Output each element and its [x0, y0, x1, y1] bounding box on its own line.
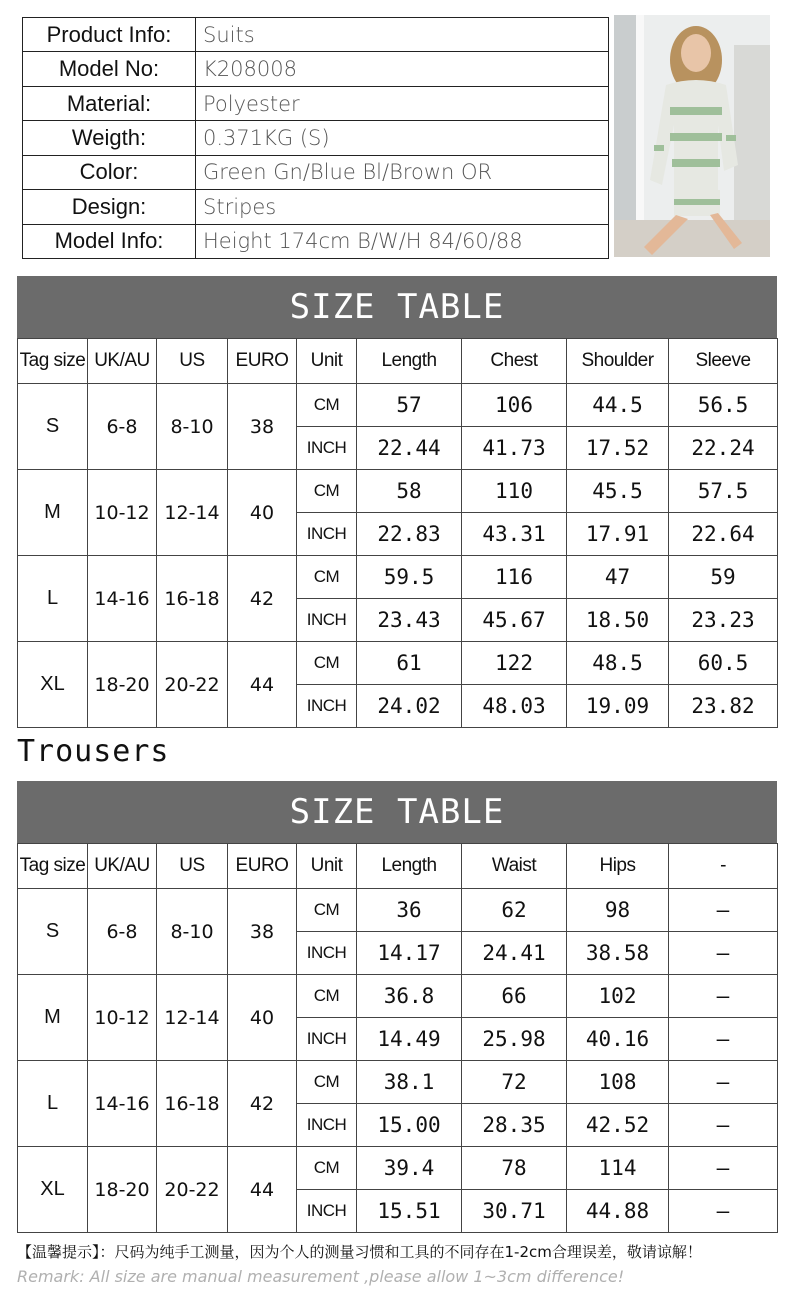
- bottom-size-tag-size: S: [18, 889, 88, 975]
- product-info-value: Polyester: [196, 86, 609, 120]
- bottom-size-euro-size: 44: [228, 1147, 297, 1233]
- bottom-size-header-cell: EURO: [228, 844, 297, 889]
- product-info-value: Stripes: [196, 190, 609, 224]
- product-info-row: [23, 190, 609, 224]
- bottom-size-header-cell: Waist: [462, 844, 567, 889]
- top-size-euro-size: 38: [228, 384, 297, 470]
- model-photo: [614, 15, 770, 257]
- top-size-cm-value: 44.5: [567, 384, 669, 427]
- top-size-unit-inch: INCH: [297, 599, 357, 642]
- model-photo-image: [614, 15, 770, 257]
- top-size-cm-value: 106: [462, 384, 567, 427]
- top-size-unit-cm: CM: [297, 556, 357, 599]
- product-info-key: Product Info:: [23, 18, 196, 52]
- top-size-uk-au-size: 6-8: [88, 384, 157, 470]
- top-size-unit-inch: INCH: [297, 685, 357, 728]
- top-size-inch-value: 18.50: [567, 599, 669, 642]
- bottom-size-inch-value: 44.88: [567, 1190, 669, 1233]
- top-size-cm-value: 45.5: [567, 470, 669, 513]
- top-size-header-cell: Sleeve: [669, 339, 778, 384]
- size-note-chinese: 【温馨提示】：尺码为纯手工测量，因为个人的测量习惯和工具的不同存在1-2cm合理误差，敬请谅解！: [17, 1243, 702, 1261]
- top-size-unit-cm: CM: [297, 384, 357, 427]
- product-info-row: [23, 52, 609, 86]
- bottom-size-unit-cm: CM: [297, 889, 357, 932]
- bottom-size-unit-inch: INCH: [297, 1190, 357, 1233]
- top-size-inch-value: 23.43: [357, 599, 462, 642]
- product-info-key: Color:: [23, 155, 196, 189]
- product-info-key: Material:: [23, 86, 196, 120]
- top-size-inch-value: 22.64: [669, 513, 778, 556]
- top-size-table-header: [18, 339, 778, 384]
- bottom-size-unit-cm: CM: [297, 1147, 357, 1190]
- bottom-size-inch-value: 24.41: [462, 932, 567, 975]
- bottom-size-unit-inch: INCH: [297, 1104, 357, 1147]
- product-info-row: [23, 121, 609, 155]
- bottom-size-cm-value: —: [669, 889, 778, 932]
- top-size-cm-value: 48.5: [567, 642, 669, 685]
- top-size-us-size: 20-22: [157, 642, 228, 728]
- top-size-cm-value: 57: [357, 384, 462, 427]
- bottom-size-inch-value: 30.71: [462, 1190, 567, 1233]
- top-size-cm-value: 58: [357, 470, 462, 513]
- bottom-size-uk-au-size: 14-16: [88, 1061, 157, 1147]
- bottom-size-cm-value: 102: [567, 975, 669, 1018]
- bottom-size-tag-size: XL: [18, 1147, 88, 1233]
- bottom-size-inch-value: 15.51: [357, 1190, 462, 1233]
- top-size-uk-au-size: 10-12: [88, 470, 157, 556]
- top-size-euro-size: 40: [228, 470, 297, 556]
- bottom-size-cm-value: 62: [462, 889, 567, 932]
- top-size-inch-value: 22.44: [357, 427, 462, 470]
- top-size-header-cell: Tag size: [18, 339, 88, 384]
- top-size-row-cm: [18, 556, 778, 599]
- bottom-size-cm-value: —: [669, 1061, 778, 1104]
- product-info-body: [23, 18, 609, 259]
- top-size-inch-value: 23.82: [669, 685, 778, 728]
- top-size-inch-value: 48.03: [462, 685, 567, 728]
- bottom-size-inch-value: 40.16: [567, 1018, 669, 1061]
- top-size-cm-value: 59.5: [357, 556, 462, 599]
- product-info-row: [23, 224, 609, 258]
- top-size-uk-au-size: 14-16: [88, 556, 157, 642]
- top-size-tag-size: L: [18, 556, 88, 642]
- top-size-us-size: 16-18: [157, 556, 228, 642]
- bottom-size-us-size: 20-22: [157, 1147, 228, 1233]
- bottom-size-table: [17, 843, 778, 1233]
- bottom-size-table-header: [18, 844, 778, 889]
- top-size-cm-value: 47: [567, 556, 669, 599]
- top-size-unit-inch: INCH: [297, 513, 357, 556]
- top-size-inch-value: 22.24: [669, 427, 778, 470]
- bottom-size-cm-value: 98: [567, 889, 669, 932]
- product-info-value: Suits: [196, 18, 609, 52]
- bottom-size-row-cm: [18, 889, 778, 932]
- bottom-size-cm-value: 72: [462, 1061, 567, 1104]
- bottom-size-cm-value: —: [669, 975, 778, 1018]
- top-size-inch-value: 22.83: [357, 513, 462, 556]
- top-size-table-body: [18, 384, 778, 728]
- bottom-size-cm-value: 108: [567, 1061, 669, 1104]
- product-info-row: [23, 18, 609, 52]
- bottom-size-us-size: 12-14: [157, 975, 228, 1061]
- product-info-key: Design:: [23, 190, 196, 224]
- bottom-size-cm-value: 114: [567, 1147, 669, 1190]
- trousers-heading: Trousers: [17, 734, 170, 769]
- top-size-euro-size: 44: [228, 642, 297, 728]
- bottom-size-table-title: SIZE TABLE: [17, 781, 777, 843]
- top-size-table: [17, 338, 778, 728]
- top-size-tag-size: XL: [18, 642, 88, 728]
- bottom-size-cm-value: 39.4: [357, 1147, 462, 1190]
- bottom-size-inch-value: 28.35: [462, 1104, 567, 1147]
- top-size-cm-value: 61: [357, 642, 462, 685]
- bottom-size-table-body: [18, 889, 778, 1233]
- top-size-us-size: 8-10: [157, 384, 228, 470]
- bottom-size-row-cm: [18, 1147, 778, 1190]
- product-info-key: Weigth:: [23, 121, 196, 155]
- top-size-tag-size: S: [18, 384, 88, 470]
- top-size-header-cell: Unit: [297, 339, 357, 384]
- top-size-row-cm: [18, 384, 778, 427]
- product-info-row: [23, 155, 609, 189]
- bottom-size-inch-value: —: [669, 932, 778, 975]
- top-size-us-size: 12-14: [157, 470, 228, 556]
- bottom-size-row-cm: [18, 1061, 778, 1104]
- bottom-size-uk-au-size: 10-12: [88, 975, 157, 1061]
- bottom-size-uk-au-size: 6-8: [88, 889, 157, 975]
- product-info-value: K208008: [196, 52, 609, 86]
- bottom-size-euro-size: 38: [228, 889, 297, 975]
- product-info-value: 0.371KG (S): [196, 121, 609, 155]
- bottom-size-cm-value: 38.1: [357, 1061, 462, 1104]
- bottom-size-cm-value: —: [669, 1147, 778, 1190]
- top-size-inch-value: 19.09: [567, 685, 669, 728]
- bottom-size-inch-value: 38.58: [567, 932, 669, 975]
- top-size-cm-value: 57.5: [669, 470, 778, 513]
- top-size-unit-cm: CM: [297, 642, 357, 685]
- top-size-header-cell: Chest: [462, 339, 567, 384]
- top-size-row-cm: [18, 642, 778, 685]
- bottom-size-inch-value: 25.98: [462, 1018, 567, 1061]
- top-size-header-cell: US: [157, 339, 228, 384]
- top-size-header-cell: Shoulder: [567, 339, 669, 384]
- bottom-size-header-cell: Tag size: [18, 844, 88, 889]
- bottom-size-cm-value: 36: [357, 889, 462, 932]
- bottom-size-inch-value: 14.17: [357, 932, 462, 975]
- top-size-inch-value: 23.23: [669, 599, 778, 642]
- top-size-row-cm: [18, 470, 778, 513]
- bottom-size-us-size: 16-18: [157, 1061, 228, 1147]
- top-size-cm-value: 116: [462, 556, 567, 599]
- bottom-size-cm-value: 78: [462, 1147, 567, 1190]
- bottom-size-unit-cm: CM: [297, 1061, 357, 1104]
- top-size-uk-au-size: 18-20: [88, 642, 157, 728]
- bottom-size-unit-cm: CM: [297, 975, 357, 1018]
- top-size-inch-value: 43.31: [462, 513, 567, 556]
- bottom-size-inch-value: —: [669, 1018, 778, 1061]
- top-size-inch-value: 17.52: [567, 427, 669, 470]
- top-size-header-cell: EURO: [228, 339, 297, 384]
- bottom-size-inch-value: 15.00: [357, 1104, 462, 1147]
- top-size-header-cell: Length: [357, 339, 462, 384]
- top-size-cm-value: 59: [669, 556, 778, 599]
- top-size-inch-value: 41.73: [462, 427, 567, 470]
- bottom-size-euro-size: 40: [228, 975, 297, 1061]
- top-size-inch-value: 17.91: [567, 513, 669, 556]
- top-size-inch-value: 45.67: [462, 599, 567, 642]
- product-info-row: [23, 86, 609, 120]
- size-note-english: Remark: All size are manual measurement ,please allow 1~3cm difference!: [17, 1267, 625, 1286]
- top-size-cm-value: 110: [462, 470, 567, 513]
- product-info-key: Model Info:: [23, 224, 196, 258]
- top-size-cm-value: 122: [462, 642, 567, 685]
- bottom-size-cm-value: 36.8: [357, 975, 462, 1018]
- product-info-value: Height 174cm B/W/H 84/60/88: [196, 224, 609, 258]
- bottom-size-inch-value: 14.49: [357, 1018, 462, 1061]
- top-size-unit-cm: CM: [297, 470, 357, 513]
- top-size-table-title: SIZE TABLE: [17, 276, 777, 338]
- top-size-unit-inch: INCH: [297, 427, 357, 470]
- product-info-key: Model No:: [23, 52, 196, 86]
- bottom-size-header-cell: Length: [357, 844, 462, 889]
- product-info-table: [22, 17, 609, 259]
- bottom-size-header-cell: Unit: [297, 844, 357, 889]
- top-size-cm-value: 60.5: [669, 642, 778, 685]
- bottom-size-header-cell: -: [669, 844, 778, 889]
- top-size-inch-value: 24.02: [357, 685, 462, 728]
- bottom-size-us-size: 8-10: [157, 889, 228, 975]
- top-size-tag-size: M: [18, 470, 88, 556]
- top-size-header-cell: UK/AU: [88, 339, 157, 384]
- bottom-size-header-cell: Hips: [567, 844, 669, 889]
- bottom-size-tag-size: L: [18, 1061, 88, 1147]
- bottom-size-uk-au-size: 18-20: [88, 1147, 157, 1233]
- bottom-size-inch-value: —: [669, 1190, 778, 1233]
- top-size-euro-size: 42: [228, 556, 297, 642]
- bottom-size-header-cell: UK/AU: [88, 844, 157, 889]
- bottom-size-cm-value: 66: [462, 975, 567, 1018]
- bottom-size-unit-inch: INCH: [297, 1018, 357, 1061]
- bottom-size-row-cm: [18, 975, 778, 1018]
- bottom-size-inch-value: 42.52: [567, 1104, 669, 1147]
- bottom-size-tag-size: M: [18, 975, 88, 1061]
- top-size-cm-value: 56.5: [669, 384, 778, 427]
- bottom-size-header-cell: US: [157, 844, 228, 889]
- bottom-size-euro-size: 42: [228, 1061, 297, 1147]
- bottom-size-inch-value: —: [669, 1104, 778, 1147]
- bottom-size-unit-inch: INCH: [297, 932, 357, 975]
- product-info-value: Green Gn/Blue Bl/Brown OR: [196, 155, 609, 189]
